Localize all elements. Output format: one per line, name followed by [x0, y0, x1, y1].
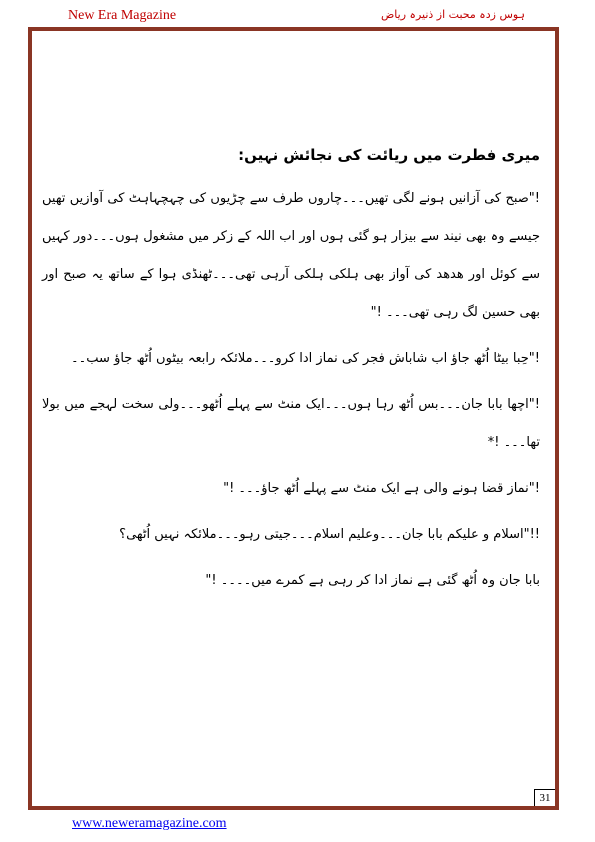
paragraph: !"نماز قضا ہونے والی ہے ایک منٹ سے پہلے اُٹھ جاؤ۔۔۔ !": [223, 481, 540, 496]
paragraph: !"اچھا بابا جان۔۔۔بس اُٹھ رہا ہوں۔۔۔ایک منٹ سے پہلے اُٹھو۔۔۔ولی سخت لہجے میں بولا تھا۔۔۔ !*: [42, 397, 540, 450]
paragraph: !"حِبا بیٹا اُٹھ جاؤ اب شاباش فجر کی نماز ادا کرو۔۔۔ملائکہ رابعہ بیٹوں اُٹھ جاؤ سب۔۔: [71, 351, 540, 366]
page-number: 31: [534, 789, 555, 806]
paragraph: بابا جان وہ اُٹھ گئی ہے نماز ادا کر رہی ہے کمرے میں۔۔۔۔ !": [205, 573, 540, 588]
paragraph: !"صبح کی آزانیں ہونے لگی تھیں۔۔۔چاروں طرف سے چڑیوں کی چہچہاہٹ کی آوازیں تھیں جیسے وہ بھی نیند سے بیزار ہو گئی ہوں اور اب اللہ کے زکر میں مشغول ہوں۔۔۔دور کہیں سے کوئل اور ھدھد کی آواز بھی ہلکی ہلکی آرہی تھی۔۔۔ٹھنڈی ہوا کے ساتھ یہ صبح اور بھی حسین لگ رہی تھی۔۔۔ !": [42, 191, 540, 320]
article-body: [42, 140, 540, 608]
story-title: ہوس زدہ محبت از ذنیرہ ریاض: [381, 8, 525, 21]
paragraph: !!"اسلام و علیکم بابا جان۔۔۔وعلیم اسلام۔۔۔جیتی رہو۔۔۔ملائکہ نہیں اُٹھی؟: [119, 527, 540, 542]
magazine-name: New Era Magazine: [68, 8, 177, 23]
website-link[interactable]: www.neweramagazine.com: [72, 816, 227, 831]
section-heading: میری فطرت میں ریائت کی نجائش نہیں:: [238, 146, 540, 164]
